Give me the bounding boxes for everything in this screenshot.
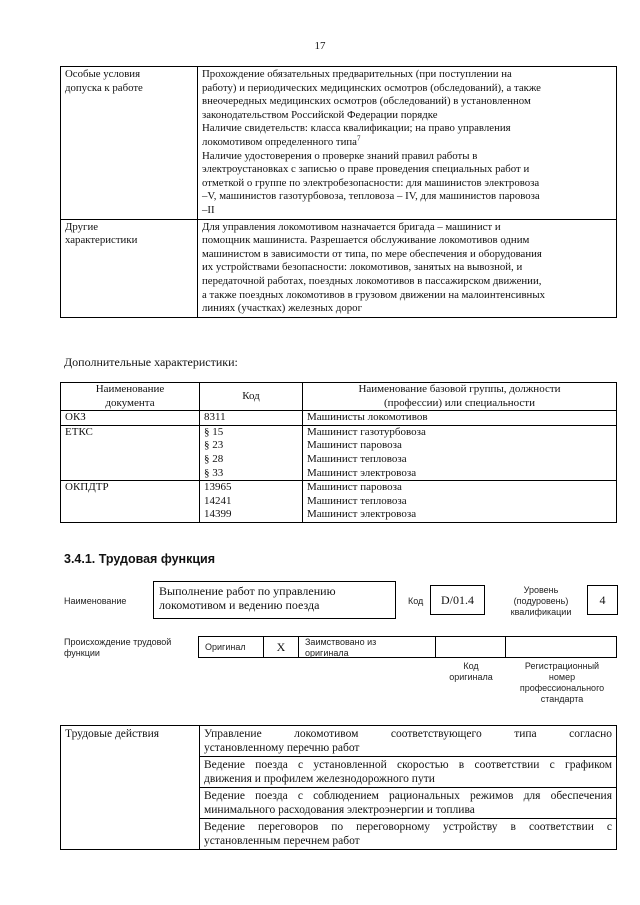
reg-number-caption: Регистрационный номер профессионального стандарта — [519, 661, 605, 704]
table-row — [61, 411, 617, 426]
function-code-box: D/01.4 — [430, 585, 485, 615]
table-row — [61, 219, 617, 317]
function-name-box: Выполнение работ по управлению локомотивом и ведению поезда — [153, 581, 396, 619]
borrowed-label-cell: Заимствовано из оригинала — [298, 636, 436, 658]
code-cell: § 15 § 23 § 28 § 33 — [200, 425, 303, 480]
qualification-level-label: Уровень (подуровень) квалификации — [510, 585, 572, 617]
original-label-cell: Оригинал — [198, 636, 264, 658]
reg-number-cell — [505, 636, 617, 658]
function-name-label: Наименование — [64, 596, 127, 606]
labor-action-item: Ведение поезда с установленной скоростью в соответствии с графиком движения и профилем железнодорожного пути — [200, 757, 617, 788]
header-document: Наименование документа — [61, 383, 200, 411]
qualification-level-box: 4 — [587, 585, 618, 615]
additional-characteristics-title: Дополнительные характеристики: — [64, 355, 238, 369]
labor-actions-table — [60, 725, 617, 850]
footnote-mark: 7 — [356, 134, 361, 143]
table-header-row — [61, 383, 617, 411]
function-title: 3.4.1. Трудовая функция — [64, 552, 216, 566]
doc-etks: ЕТКС — [61, 425, 200, 480]
labor-action-item: Управление локомотивом соответствующего типа согласно установленному перечню работ — [200, 726, 617, 757]
labor-action-item: Ведение поезда с соблюдением рациональных режимов для обеспечения минимального расходования электроэнергии и топлива — [200, 788, 617, 819]
doc-okpdtr: ОКПДТР — [61, 481, 200, 523]
header-name: Наименование базовой группы, должности (профессии) или специальности — [303, 383, 617, 411]
name-cell: Машинист газотурбовоза Машинист паровоза Машинист тепловоза Машинист электровоза — [303, 425, 617, 480]
doc-okz: ОКЗ — [61, 411, 200, 426]
table-row — [61, 67, 617, 220]
function-code-label: Код — [408, 596, 424, 606]
labor-actions-label: Трудовые действия — [61, 726, 200, 850]
code-cell: 8311 — [200, 411, 303, 426]
origin-label: Происхождение трудовой функции — [64, 637, 172, 658]
table-row — [61, 726, 617, 757]
table-row — [61, 481, 617, 523]
original-mark-cell: X — [263, 636, 299, 658]
other-characteristics-label: Другие характеристики — [61, 219, 198, 317]
special-conditions-label: Особые условия допуска к работе — [61, 67, 198, 220]
name-cell: Машинист паровоза Машинист тепловоза Машинист электровоза — [303, 481, 617, 523]
page-number: 17 — [314, 40, 326, 52]
classifiers-table — [60, 382, 617, 523]
table-row — [61, 425, 617, 480]
requirements-table — [60, 66, 617, 318]
origin-row — [198, 636, 617, 658]
labor-action-item: Ведение переговоров по переговорному устройству в соответствии с установленным перечнем работ — [200, 819, 617, 850]
header-code: Код — [200, 383, 303, 411]
other-characteristics-text: Для управления локомотивом назначается бригада – машинист и помощник машиниста. Разрешается обслуживание локомотивов одним машинистом в зависимости от типа, по мере обеспечения и оборудования их устройствами безопасности: локомотивов, занятых на вывозной, и передаточной работах, поездных локомотивов в пассажирском движении, а также поездных локомотивов в грузовом движении на малоинтенсивных линиях (участках) железных дорог — [198, 219, 617, 317]
original-code-caption: Код оригинала — [449, 661, 493, 682]
original-code-cell — [435, 636, 506, 658]
special-conditions-text: Прохождение обязательных предварительных (при поступлении на работу) и периодических медицинских осмотров (обследований), а также внеочередных медицинских осмотров (обследований) в установленном законодательством Российской Федерации порядке Наличие свидетельств: класса квалификации; на право управления локомотивом определенного типа$^7$ Наличие удостоверения о проверке знаний правил работы в электроустановках с записью о праве проведения специальных работ и отметкой о группе по электробезопасности: для машинистов электровоза –V, машинистов газотурбовоза, тепловоза – IV, для машинистов паровоза –II — [198, 67, 617, 220]
name-cell: Машинисты локомотивов — [303, 411, 617, 426]
code-cell: 13965 14241 14399 — [200, 481, 303, 523]
